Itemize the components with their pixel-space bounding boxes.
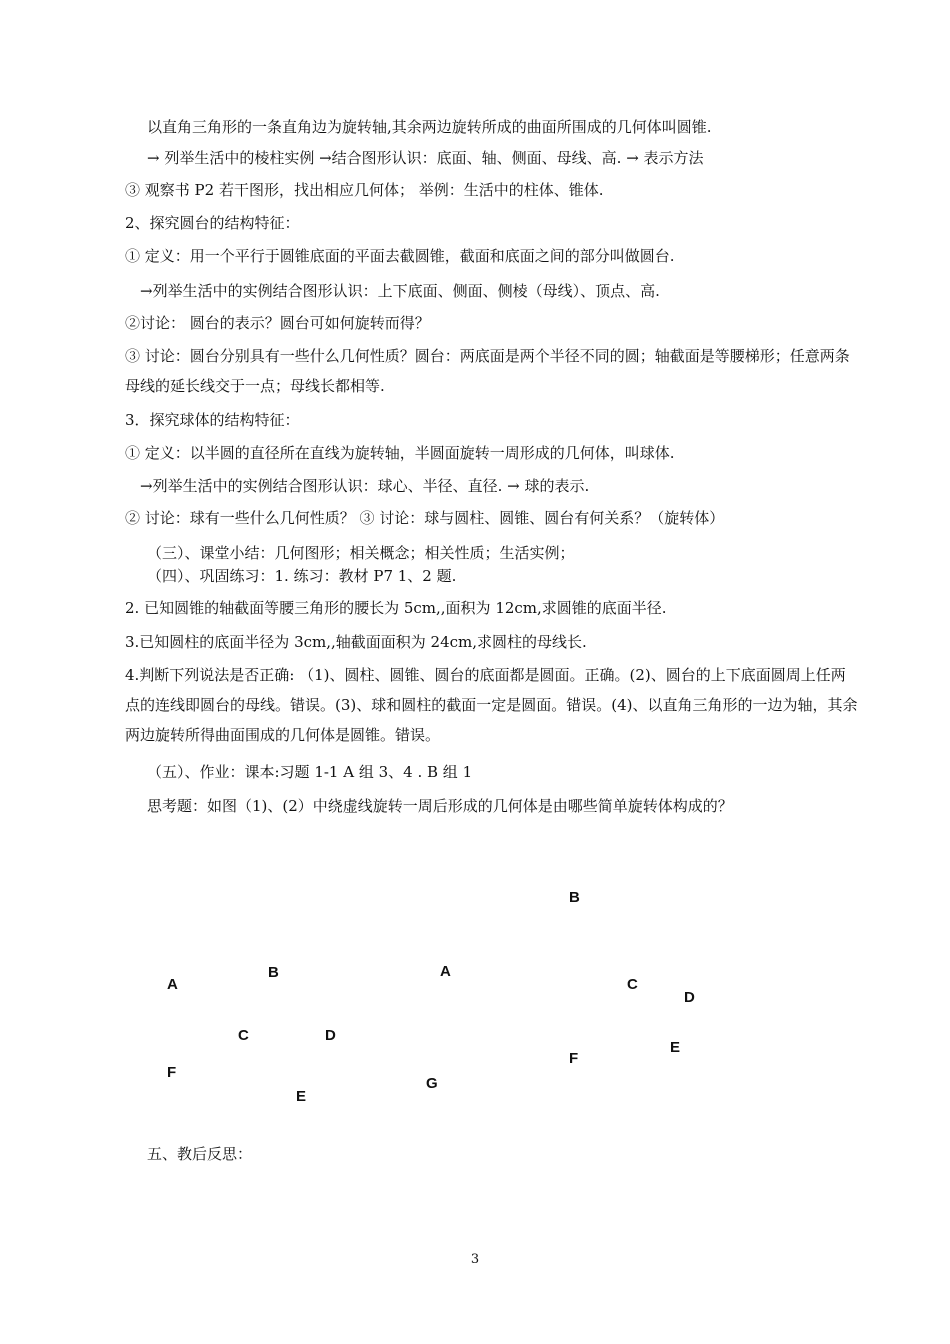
text-line-prism-examples: → 列举生活中的棱柱实例 →结合图形认识：底面、轴、侧面、母线、高. → 表示方法 (147, 149, 704, 167)
exercise-3: 3.已知圆柱的底面半径为 3cm,,轴截面面积为 24cm,求圆柱的母线长. (125, 633, 587, 651)
section-heading-sphere: 3．探究球体的结构特征： (125, 411, 300, 429)
text-line-sphere-definition: ① 定义：以半圆的直径所在直线为旋转轴，半圆面旋转一周形成的几何体，叫球体. (125, 444, 675, 462)
exercise-2: 2. 已知圆锥的轴截面等腰三角形的腰长为 5cm,,面积为 12cm,求圆锥的底面半径. (125, 599, 667, 617)
page-number: 3 (470, 1252, 480, 1267)
text-line-thinking-question: 思考题：如图（1)、(2）中绕虚线旋转一周后形成的几何体是由哪些简单旋转体构成的？ (147, 797, 733, 815)
text-line-frustum-definition: ① 定义：用一个平行于圆锥底面的平面去截圆锥，截面和底面之间的部分叫做圆台. (125, 247, 675, 265)
figure-label: B (569, 889, 580, 906)
text-line-sphere-discussion: ② 讨论：球有一些什么几何性质？ ③ 讨论：球与圆柱、圆锥、圆台有何关系？（旋转体） (125, 509, 725, 527)
figure-label: C (627, 976, 638, 993)
text-line-frustum-examples: →列举生活中的实例结合图形认识：上下底面、侧面、侧棱（母线）、顶点、高. (140, 282, 660, 300)
section-heading-reflection: 五、教后反思： (147, 1145, 253, 1163)
figure-label: D (684, 989, 695, 1006)
figure-label: F (167, 1064, 177, 1081)
text-line-homework: （五）、作业：课本:习题 1-1 A 组 3、4 . B 组 1 (147, 763, 473, 781)
figure-label: A (440, 963, 451, 980)
text-line-cone-definition: 以直角三角形的一条直角边为旋转轴,其余两边旋转所成的曲面所围成的几何体叫圆锥. (147, 118, 712, 136)
exercise-4: 4.判断下列说法是否正确: （1)、圆柱、圆锥、圆台的底面都是圆面。正确。(2)、圆台的上下底面圆周上任两点的连线即圆台的母线。错误。(3)、球和圆柱的截面一定是圆面。错误。(4)、以直角三角形的一边为轴，其余两边旋转所得曲面围成的几何体是圆锥。错误。 (125, 666, 858, 744)
figure-label: A (167, 976, 178, 993)
figure-label: F (569, 1050, 579, 1067)
figure-label: C (238, 1027, 249, 1044)
figure-label: B (268, 964, 279, 981)
figure-label: E (296, 1088, 307, 1105)
text-line-practice: （四）、巩固练习：1. 练习：教材 P7 1、2 题. (147, 567, 457, 585)
figure-label: E (670, 1039, 681, 1056)
text-line-sphere-examples: →列举生活中的实例结合图形认识：球心、半径、直径. → 球的表示. (140, 477, 590, 495)
text-line-observe: ③ 观察书 P2 若干图形，找出相应几何体； 举例：生活中的柱体、锥体. (125, 181, 604, 199)
figure-label: D (325, 1027, 336, 1044)
text-paragraph-frustum-properties: ③ 讨论：圆台分别具有一些什么几何性质？圆台：两底面是两个半径不同的圆；轴截面是等腰梯形；任意两条母线的延长线交于一点；母线长都相等. (125, 347, 850, 395)
text-line-frustum-discussion: ②讨论： 圆台的表示？圆台可如何旋转而得？ (125, 314, 430, 332)
figure-label: G (426, 1075, 438, 1092)
section-heading-frustum: 2、探究圆台的结构特征： (125, 214, 300, 232)
text-line-summary: （三）、课堂小结：几何图形；相关概念；相关性质；生活实例； (147, 544, 575, 562)
